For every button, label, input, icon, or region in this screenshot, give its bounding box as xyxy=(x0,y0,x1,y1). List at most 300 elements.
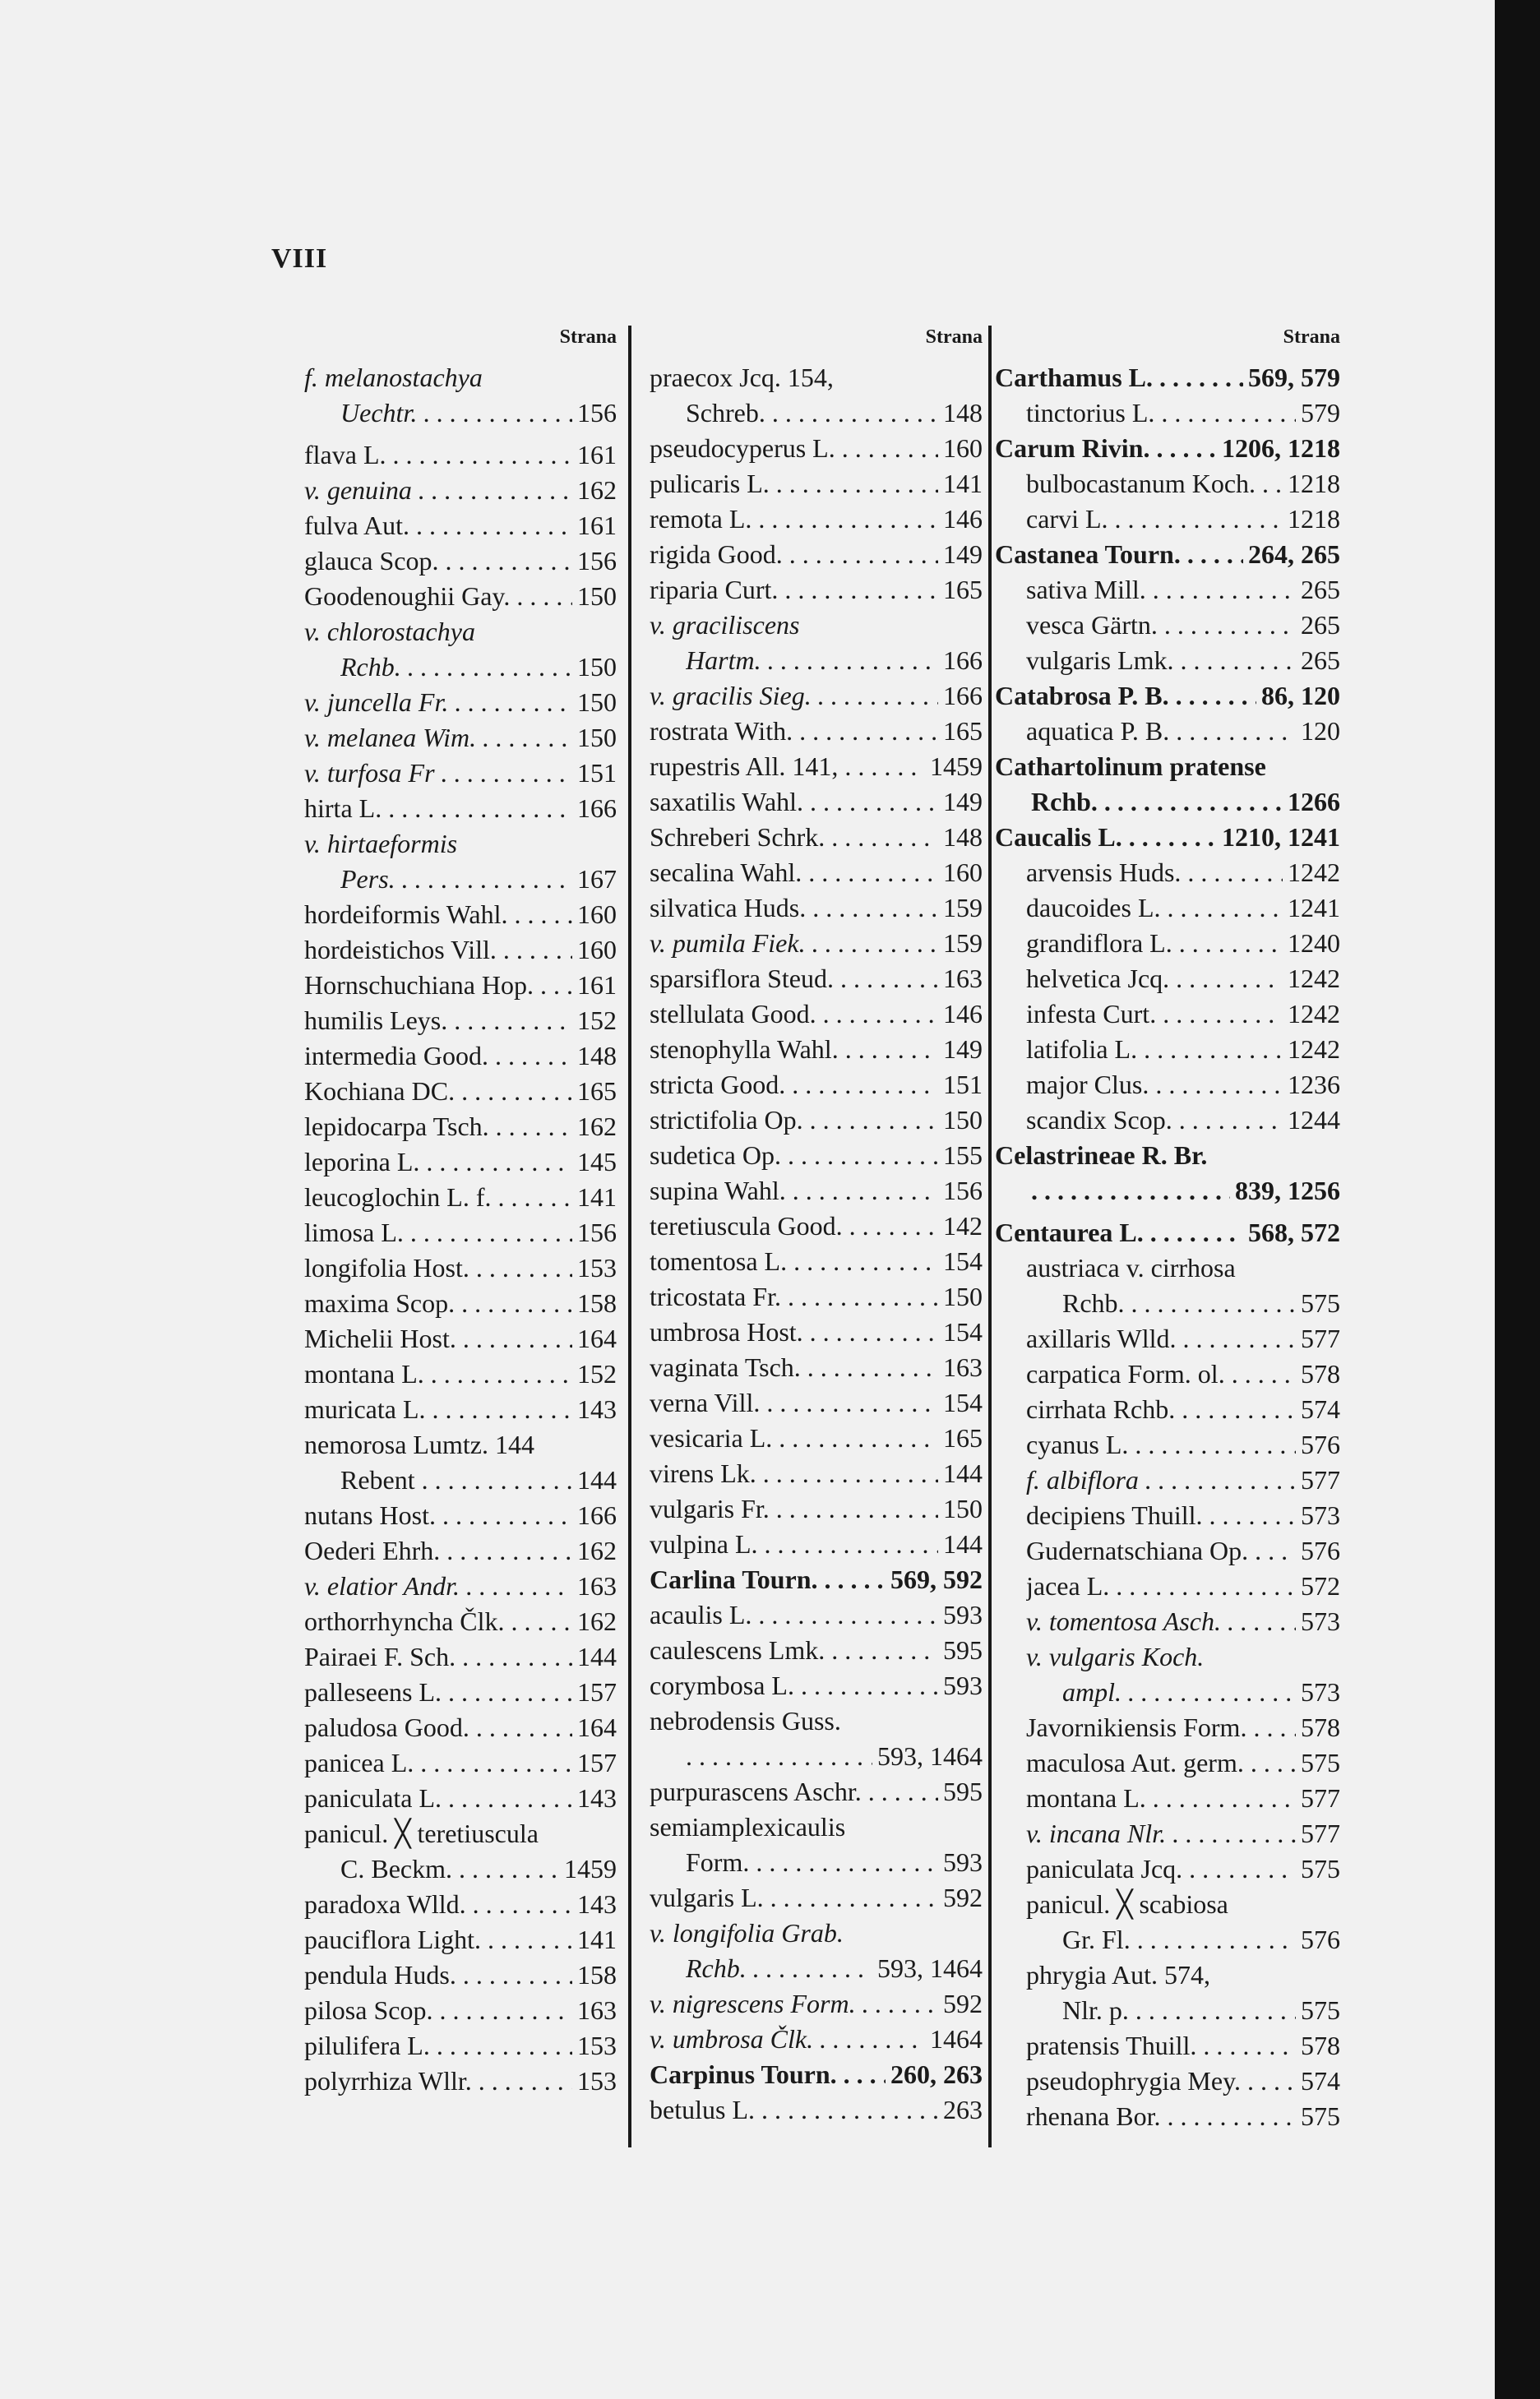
entry-page: 577 xyxy=(1301,1819,1340,1848)
entry-name: Schreberi Schrk. . . . xyxy=(650,820,938,855)
entry-page: 148 xyxy=(943,822,983,852)
entry-page: 165 xyxy=(577,1076,617,1106)
entry-name: vulgaris Lmk. . . . xyxy=(1026,643,1296,678)
entry-name-continued: Nlr. p. . . . xyxy=(1062,1993,1296,2028)
index-column-1 xyxy=(304,327,617,2136)
entry-name: acaulis L. . . . xyxy=(650,1597,938,1633)
entry-page: 260, 263 xyxy=(890,2059,983,2089)
entry-name: limosa L. . . . xyxy=(304,1215,572,1250)
entry-name-continued: C. Beckm. . . . xyxy=(340,1851,559,1887)
index-entry xyxy=(650,502,983,537)
index-entry xyxy=(650,1244,983,1279)
entry-name: paradoxa Wlld. . . . xyxy=(304,1887,572,1922)
entry-page: 144 xyxy=(943,1529,983,1559)
index-entry xyxy=(650,466,983,502)
index-entry xyxy=(304,932,617,968)
entry-page: 264, 265 xyxy=(1248,539,1340,569)
entry-page: 157 xyxy=(577,1748,617,1777)
entry-name: Carlina Tourn. . . . xyxy=(650,1562,886,1597)
index-entry xyxy=(650,714,983,749)
index-entry xyxy=(995,1067,1340,1102)
entry-page: 265 xyxy=(1301,645,1340,675)
entry-name-continued: Rchb. . . . xyxy=(340,649,572,685)
entry-name: v. vulgaris Koch. xyxy=(1026,1642,1205,1671)
entry-name: vesca Gärtn. . . . xyxy=(1026,608,1296,643)
index-entry xyxy=(304,1781,617,1816)
entry-page: 143 xyxy=(577,1889,617,1919)
index-entry xyxy=(995,1321,1340,1357)
entry-page: 576 xyxy=(1301,1925,1340,1954)
entry-name: silvatica Huds. . . . xyxy=(650,890,938,926)
entry-page: 573 xyxy=(1301,1677,1340,1707)
entry-name: v. longifolia Grab. xyxy=(650,1918,844,1948)
entry-name: f. albiflora . . . xyxy=(1026,1463,1296,1498)
index-entry xyxy=(304,1427,617,1498)
entry-page: 145 xyxy=(577,1147,617,1176)
entry-page: 1242 xyxy=(1288,964,1340,993)
entry-name: Caucalis L. . . . xyxy=(995,820,1217,855)
index-entry xyxy=(995,1357,1340,1392)
entry-page: 593, 1464 xyxy=(877,1741,983,1771)
index-entry xyxy=(304,1958,617,1993)
index-entry xyxy=(995,890,1340,926)
column-rule xyxy=(988,326,992,2147)
index-entry xyxy=(304,437,617,473)
index-entry xyxy=(304,2064,617,2099)
entry-page: 577 xyxy=(1301,1783,1340,1813)
entry-name: leucoglochin L. f. . . . xyxy=(304,1180,572,1215)
entry-name: latifolia L. . . . xyxy=(1026,1032,1283,1067)
entry-page: 1241 xyxy=(1288,893,1340,922)
index-entry xyxy=(995,572,1340,608)
entry-name: maculosa Aut. germ. . . . xyxy=(1026,1745,1296,1781)
entry-page: 160 xyxy=(577,935,617,964)
index-entry xyxy=(304,1180,617,1215)
entry-page: 148 xyxy=(577,1041,617,1070)
entry-name: f. melanostachya xyxy=(304,363,483,392)
index-entry xyxy=(995,1569,1340,1604)
entry-name-continued: ampl. . . . xyxy=(1062,1675,1296,1710)
entry-name: Kochiana DC. . . . xyxy=(304,1074,572,1109)
index-entry xyxy=(995,1710,1340,1745)
index-entry xyxy=(995,1887,1340,1958)
index-entry xyxy=(995,1639,1340,1710)
entry-name: v. chlorostachya xyxy=(304,617,475,646)
entry-name: phrygia Aut. 574, xyxy=(1026,1960,1210,1990)
entry-name: cyanus L. . . . xyxy=(1026,1427,1296,1463)
column-header: Strana xyxy=(559,326,617,348)
entry-page: 152 xyxy=(577,1359,617,1389)
index-entry xyxy=(650,1385,983,1421)
entry-page: 1206, 1218 xyxy=(1222,433,1340,463)
entry-page: 573 xyxy=(1301,1500,1340,1530)
entry-name-continued: Pers. . . . xyxy=(340,862,572,897)
entry-name: carpatica Form. ol. . . . xyxy=(1026,1357,1296,1392)
index-entry xyxy=(995,1604,1340,1639)
index-entry xyxy=(304,897,617,932)
entry-page: 155 xyxy=(943,1140,983,1170)
entry-name: humilis Leys. . . . xyxy=(304,1003,572,1038)
entry-name: v. incana Nlr. . . . xyxy=(1026,1816,1296,1851)
entry-page: 595 xyxy=(943,1777,983,1806)
entry-page: 149 xyxy=(943,1034,983,1064)
entry-page: 569, 579 xyxy=(1248,363,1340,392)
entry-page: 148 xyxy=(943,398,983,428)
entry-page: 158 xyxy=(577,1288,617,1318)
entry-name-continued: Schreb. . . . xyxy=(686,395,938,431)
entry-page: 162 xyxy=(577,1112,617,1141)
index-entry xyxy=(995,1427,1340,1463)
entry-page: 159 xyxy=(943,893,983,922)
index-entry xyxy=(304,360,617,431)
index-entry xyxy=(304,614,617,685)
entry-page: 593 xyxy=(943,1847,983,1877)
index-entry xyxy=(304,1816,617,1887)
index-entry xyxy=(650,890,983,926)
entry-name: teretiuscula Good. . . . xyxy=(650,1209,938,1244)
entry-name: daucoides L. . . . xyxy=(1026,890,1283,926)
entry-page: 150 xyxy=(577,723,617,752)
entry-name: vesicaria L. . . . xyxy=(650,1421,938,1456)
entry-page: 142 xyxy=(943,1211,983,1241)
genus-entry xyxy=(995,431,1340,466)
index-entry xyxy=(650,572,983,608)
entry-page: 166 xyxy=(943,645,983,675)
index-entry xyxy=(304,1639,617,1675)
entry-page: 593 xyxy=(943,1671,983,1700)
entry-name-continued xyxy=(1031,1173,1230,1209)
entry-name: vulpina L. . . . xyxy=(650,1527,938,1562)
entry-name: longifolia Host. . . . xyxy=(304,1250,572,1286)
entry-name-continued: Rchb. . . . xyxy=(1062,1286,1296,1321)
index-entry xyxy=(650,1138,983,1173)
entry-name: v. melanea Wim. . . . xyxy=(304,720,572,756)
entry-name: Oederi Ehrh. . . . xyxy=(304,1533,572,1569)
index-entry xyxy=(304,543,617,579)
entry-page: 578 xyxy=(1301,1713,1340,1742)
index-entry xyxy=(650,1810,983,1880)
entry-name-continued: Rchb. . . . xyxy=(686,1951,872,1986)
entry-page: 149 xyxy=(943,787,983,816)
entry-page: 162 xyxy=(577,1536,617,1565)
entry-page: 575 xyxy=(1301,1995,1340,2025)
entry-page: 150 xyxy=(577,687,617,717)
index-entry xyxy=(650,996,983,1032)
index-entry xyxy=(650,1279,983,1315)
entry-page: 568, 572 xyxy=(1248,1218,1340,1247)
index-entry xyxy=(650,855,983,890)
column-header: Strana xyxy=(925,326,983,348)
entry-name: pauciflora Light. . . . xyxy=(304,1922,572,1958)
index-entry xyxy=(304,720,617,756)
entry-name: hordeistichos Vill. . . . xyxy=(304,932,572,968)
entry-name-continued: Rchb. . . . xyxy=(1031,784,1283,820)
entry-page: 141 xyxy=(943,469,983,498)
genus-entry xyxy=(650,2057,983,2092)
entry-page: 1242 xyxy=(1288,999,1340,1028)
entry-name: v. umbrosa Člk. . . . xyxy=(650,2022,925,2057)
entry-page: 161 xyxy=(577,970,617,1000)
index-entry xyxy=(650,1315,983,1350)
entry-name: v. juncella Fr. . . . xyxy=(304,685,572,720)
index-entry xyxy=(650,608,983,678)
index-entry xyxy=(995,1250,1340,1321)
entry-name: vulgaris L. . . . xyxy=(650,1880,938,1916)
entry-page: 166 xyxy=(577,793,617,823)
index-entry xyxy=(995,961,1340,996)
entry-name: verna Vill. . . . xyxy=(650,1385,938,1421)
entry-page: 120 xyxy=(1301,716,1340,746)
index-entry xyxy=(304,1392,617,1427)
entry-name: maxima Scop. . . . xyxy=(304,1286,572,1321)
index-entry xyxy=(995,2028,1340,2064)
index-entry xyxy=(304,1250,617,1286)
entry-name: Carum Rivin. . . . xyxy=(995,431,1217,466)
entry-page: 1459 xyxy=(564,1854,617,1884)
entry-name: Cathartolinum pratense xyxy=(995,751,1266,781)
entry-name: Catabrosa P. B. . . . xyxy=(995,678,1256,714)
index-entry xyxy=(995,643,1340,678)
genus-entry xyxy=(995,678,1340,714)
entry-name: bulbocastanum Koch. . . . xyxy=(1026,466,1283,502)
entry-page: 575 xyxy=(1301,2101,1340,2131)
entry-page: 164 xyxy=(577,1713,617,1742)
entry-page: 573 xyxy=(1301,1606,1340,1636)
index-entry xyxy=(304,1710,617,1745)
entry-page: 150 xyxy=(577,652,617,682)
entry-name: Hornschuchiana Hop. . . . xyxy=(304,968,572,1003)
index-entry xyxy=(304,1604,617,1639)
entry-name: Castanea Tourn. . . . xyxy=(995,537,1243,572)
entry-page: 265 xyxy=(1301,610,1340,640)
entry-page: 1242 xyxy=(1288,1034,1340,1064)
entry-name: rhenana Bor. . . . xyxy=(1026,2099,1296,2134)
column-rule xyxy=(628,326,631,2147)
index-entry xyxy=(650,784,983,820)
entry-page: 141 xyxy=(577,1182,617,1212)
entry-name: Gudernatschiana Op. . . . xyxy=(1026,1533,1296,1569)
index-entry xyxy=(304,1993,617,2028)
entry-name: praecox Jcq. 154, xyxy=(650,363,834,392)
entry-name: stellulata Good. . . . xyxy=(650,996,938,1032)
entry-page: 265 xyxy=(1301,575,1340,604)
index-entry xyxy=(650,1633,983,1668)
genus-entry xyxy=(650,1562,983,1597)
entry-name: montana L. . . . xyxy=(1026,1781,1296,1816)
entry-page: 158 xyxy=(577,1960,617,1990)
entry-name: rostrata With. . . . xyxy=(650,714,938,749)
index-entry xyxy=(995,1392,1340,1427)
entry-name: tricostata Fr. . . . xyxy=(650,1279,938,1315)
index-entry xyxy=(995,466,1340,502)
entry-name: tinctorius L. . . . xyxy=(1026,395,1296,431)
entry-name: riparia Curt. . . . xyxy=(650,572,938,608)
entry-page: 165 xyxy=(943,716,983,746)
index-entry xyxy=(995,1781,1340,1816)
entry-page: 576 xyxy=(1301,1536,1340,1565)
entry-page: 593 xyxy=(943,1600,983,1629)
index-entry xyxy=(650,1032,983,1067)
entry-name: panicea L. . . . xyxy=(304,1745,572,1781)
index-entry xyxy=(995,502,1340,537)
entry-name: austriaca v. cirrhosa xyxy=(1026,1253,1236,1283)
entry-page: 150 xyxy=(943,1282,983,1311)
entry-name: vulgaris Fr. . . . xyxy=(650,1491,938,1527)
entry-page: 576 xyxy=(1301,1430,1340,1459)
entry-page: 150 xyxy=(943,1494,983,1523)
entry-name: v. nigrescens Form. . . . xyxy=(650,1986,938,2022)
entry-page: 575 xyxy=(1301,1854,1340,1884)
entry-page: 166 xyxy=(577,1500,617,1530)
entry-name: flava L. . . . xyxy=(304,437,572,473)
entry-name: sativa Mill. . . . xyxy=(1026,572,1296,608)
index-entry xyxy=(650,1173,983,1209)
entry-name: pilosa Scop. . . . xyxy=(304,1993,572,2028)
index-entry xyxy=(995,855,1340,890)
entry-page: 577 xyxy=(1301,1465,1340,1495)
entry-name: Michelii Host. . . . xyxy=(304,1321,572,1357)
entry-name: secalina Wahl. . . . xyxy=(650,855,938,890)
index-entry xyxy=(995,1498,1340,1533)
index-entry xyxy=(650,1986,983,2022)
entry-name: Goodenoughii Gay. . . . xyxy=(304,579,572,614)
entry-name: paludosa Good. . . . xyxy=(304,1710,572,1745)
genus-entry xyxy=(995,749,1340,820)
index-entry xyxy=(650,1421,983,1456)
index-entry xyxy=(304,756,617,791)
index-entry xyxy=(650,1774,983,1810)
entry-name: remota L. . . . xyxy=(650,502,938,537)
index-entry xyxy=(304,685,617,720)
entry-page: 165 xyxy=(943,1423,983,1453)
entry-page: 574 xyxy=(1301,1394,1340,1424)
entry-page: 1464 xyxy=(930,2024,983,2054)
index-column-3 xyxy=(995,327,1340,2136)
entry-page: 592 xyxy=(943,1883,983,1912)
entry-name: betulus L. . . . xyxy=(650,2092,938,2128)
entry-page: 163 xyxy=(943,1352,983,1382)
entry-name: rigida Good. . . . xyxy=(650,537,938,572)
entry-name-continued: Hartm. . . . xyxy=(686,643,938,678)
entry-name: pilulifera L. . . . xyxy=(304,2028,572,2064)
entry-page: 146 xyxy=(943,504,983,534)
entry-name: v. tomentosa Asch. . . . xyxy=(1026,1604,1296,1639)
entry-page: 154 xyxy=(943,1388,983,1417)
entry-page: 839, 1256 xyxy=(1235,1176,1340,1205)
entry-page: 167 xyxy=(577,864,617,894)
entry-page: 572 xyxy=(1301,1571,1340,1601)
entry-page: 156 xyxy=(577,546,617,575)
index-entry xyxy=(650,1102,983,1138)
entry-page: 162 xyxy=(577,475,617,505)
index-entry xyxy=(650,1350,983,1385)
entry-name: pendula Huds. . . . xyxy=(304,1958,572,1993)
index-entry xyxy=(650,1916,983,1986)
index-entry xyxy=(995,1958,1340,2028)
entry-name: virens Lk. . . . xyxy=(650,1456,938,1491)
genus-entry xyxy=(995,1138,1340,1209)
entry-name: Carpinus Tourn. . . . xyxy=(650,2057,886,2092)
entry-name: hirta L. . . . xyxy=(304,791,572,826)
entry-name: tomentosa L. . . . xyxy=(650,1244,938,1279)
entry-name-continued: Uechtr. . . . xyxy=(340,395,572,431)
page-edge-shadow xyxy=(1495,0,1540,2399)
index-entry xyxy=(650,1703,983,1774)
index-entry xyxy=(995,1102,1340,1138)
index-entry xyxy=(650,820,983,855)
index-entry xyxy=(304,1745,617,1781)
index-entry xyxy=(304,1109,617,1144)
entry-page: 166 xyxy=(943,681,983,710)
entry-name: pulicaris L. . . . xyxy=(650,466,938,502)
entry-name: Centaurea L. . . . xyxy=(995,1215,1243,1250)
entry-name: Carthamus L. . . . xyxy=(995,360,1243,395)
entry-page: 160 xyxy=(943,857,983,887)
entry-page: 578 xyxy=(1301,1359,1340,1389)
entry-page: 263 xyxy=(943,2095,983,2124)
entry-page: 592 xyxy=(943,1989,983,2018)
entry-name: paniculata Jcq. . . . xyxy=(1026,1851,1296,1887)
entry-name: leporina L. . . . xyxy=(304,1144,572,1180)
entry-page: 1210, 1241 xyxy=(1222,822,1340,852)
entry-name: rupestris All. 141, . . . xyxy=(650,749,925,784)
entry-name: v. elatior Andr. . . . xyxy=(304,1569,572,1604)
entry-name-continued: Form. . . . xyxy=(686,1845,938,1880)
entry-page: 575 xyxy=(1301,1288,1340,1318)
entry-page: 575 xyxy=(1301,1748,1340,1777)
entry-page: 163 xyxy=(577,1995,617,2025)
entry-name: panicul. ╳ teretiuscula xyxy=(304,1819,539,1848)
entry-name: paniculata L. . . . xyxy=(304,1781,572,1816)
index-entry xyxy=(650,360,983,431)
entry-page: 144 xyxy=(577,1465,617,1495)
entry-page: 152 xyxy=(577,1005,617,1035)
entry-page: 141 xyxy=(577,1925,617,1954)
entry-page: 150 xyxy=(943,1105,983,1135)
entry-page: 578 xyxy=(1301,2031,1340,2060)
entry-name: palleseens L. . . . xyxy=(304,1675,572,1710)
entry-name: Pairaei F. Sch. . . . xyxy=(304,1639,572,1675)
entry-name-continued: Gr. Fl. . . . xyxy=(1062,1922,1296,1958)
entry-name: nebrodensis Guss. xyxy=(650,1706,841,1736)
entry-page: 577 xyxy=(1301,1324,1340,1353)
entry-page: 156 xyxy=(943,1176,983,1205)
entry-page: 165 xyxy=(943,575,983,604)
entry-name: muricata L. . . . xyxy=(304,1392,572,1427)
entry-name: pseudophrygia Mey. . . . xyxy=(1026,2064,1296,2099)
entry-name: hordeiformis Wahl. . . . xyxy=(304,897,572,932)
index-entry xyxy=(650,678,983,714)
index-entry xyxy=(650,961,983,996)
index-entry xyxy=(304,1675,617,1710)
entry-page: 162 xyxy=(577,1606,617,1636)
entry-name: sudetica Op. . . . xyxy=(650,1138,938,1173)
index-entry xyxy=(304,1887,617,1922)
index-entry xyxy=(995,1032,1340,1067)
entry-page: 1266 xyxy=(1288,787,1340,816)
index-entry xyxy=(650,749,983,784)
index-entry xyxy=(304,508,617,543)
index-entry xyxy=(995,2064,1340,2099)
index-entry xyxy=(995,1851,1340,1887)
entry-name: nutans Host. . . . xyxy=(304,1498,572,1533)
entry-page: 164 xyxy=(577,1324,617,1353)
entry-name: cirrhata Rchb. . . . xyxy=(1026,1392,1296,1427)
entry-name: umbrosa Host. . . . xyxy=(650,1315,938,1350)
entry-page: 156 xyxy=(577,1218,617,1247)
entry-page: 86, 120 xyxy=(1261,681,1340,710)
entry-page: 143 xyxy=(577,1394,617,1424)
